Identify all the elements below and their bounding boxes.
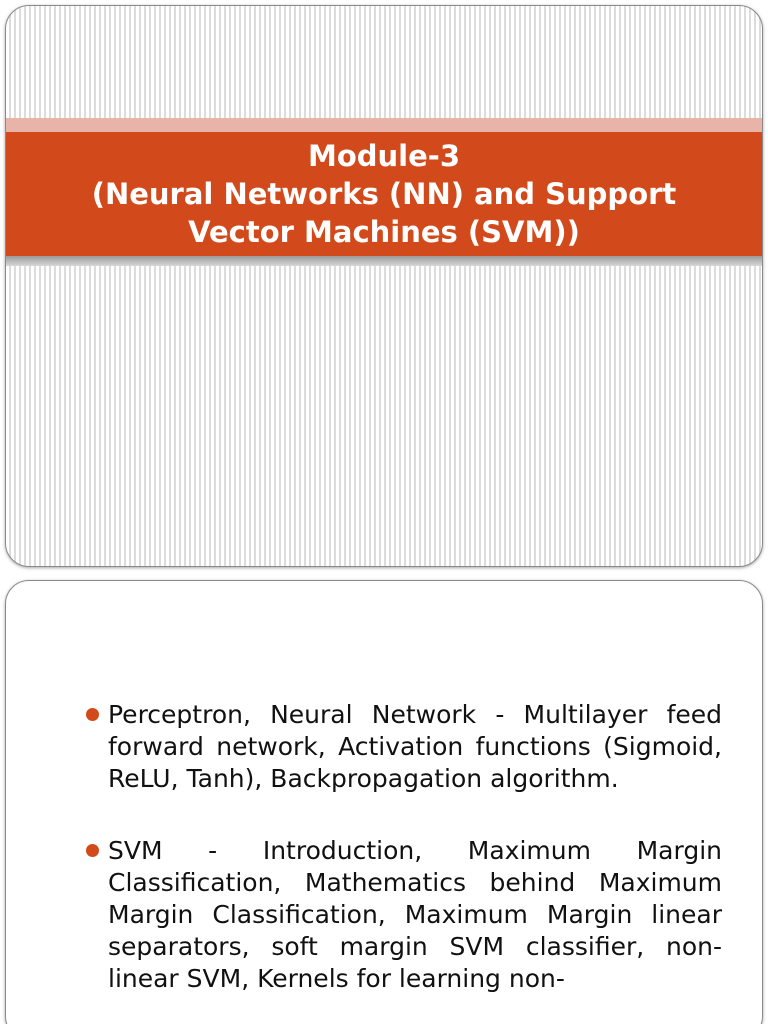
module-subtitle-line-1: (Neural Networks (NN) and Support xyxy=(91,177,677,211)
bullet-item xyxy=(86,699,722,795)
bullet-dot-icon xyxy=(86,844,99,857)
title-band-highlight xyxy=(6,118,762,132)
title-band xyxy=(6,132,762,256)
title-slide xyxy=(5,5,763,567)
module-subtitle-line-2: Vector Machines (SVM)) xyxy=(188,215,580,249)
bullet-text: SVM - Introduction, Maximum Margin Classification, Mathematics behind Maximum Margin Classification, Maximum Margin linear separators, soft margin SVM classifier, non-linear SVM, Kernels for learning non- xyxy=(108,836,722,993)
bullet-text: Perceptron, Neural Network - Multilayer feed forward network, Activation functions (Sigmoid, ReLU, Tanh), Backpropagation algorithm. xyxy=(108,700,722,793)
content-slide xyxy=(5,580,763,1024)
bullet-list xyxy=(86,699,722,1024)
bullet-dot-icon xyxy=(86,708,99,721)
bullet-item xyxy=(86,835,722,995)
title-band-shadow xyxy=(6,256,762,266)
module-title: Module-3 xyxy=(307,139,460,173)
